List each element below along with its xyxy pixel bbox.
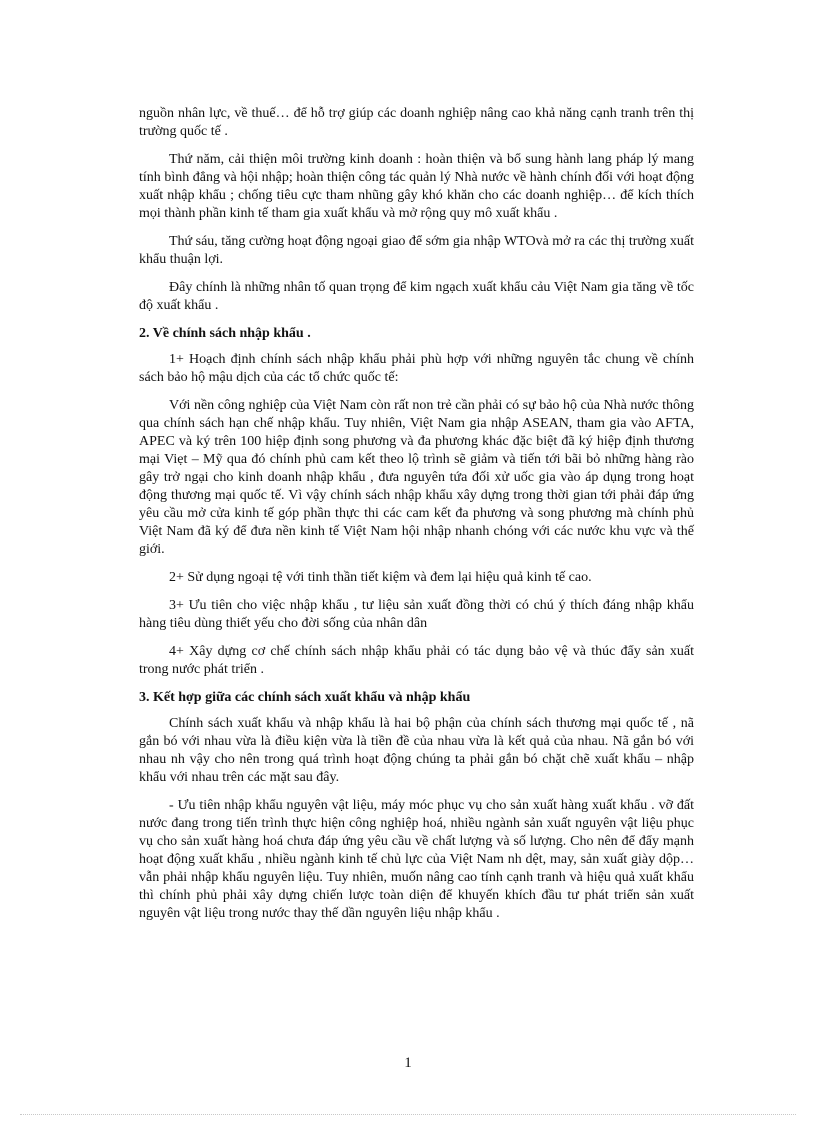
- paragraph-2: Thứ năm, cải thiện môi trường kinh doanh : hoàn thiện và bổ sung hành lang pháp lý mang tính bình đẳng và hội nhập; hoàn thiện công tác quản lý Nhà nước về hành chính đối với hoạt động xuất nhập khẩu ; chống tiêu cực tham nhũng gây khó khăn cho các doanh nghiệp… để kích thích mọi thành phần kinh tế tham gia xuất khẩu và mở rộng quy mô xuất khẩu .: [139, 152, 694, 221]
- paragraph-8: 3+ Ưu tiên cho việc nhập khẩu , tư liệu sản xuất đồng thời có chú ý thích đáng nhập khẩu hàng tiêu dùng thiết yếu cho đời sống của nhân dân: [139, 598, 694, 631]
- paragraph-9: 4+ Xây dựng cơ chế chính sách nhập khẩu phải có tác dụng bảo vệ và thúc đẩy sản xuất trong nước phát triển .: [139, 644, 694, 677]
- paragraph-10: Chính sách xuất khẩu và nhập khẩu là hai bộ phận của chính sách thương mại quốc tế , nã gắn bó với nhau vừa là điều kiện vừa là tiền đề của nhau vừa là kết quả của nhau. Nã gắn bó với nhau nh vậy cho nên trong quá trình hoạt động chúng ta phải gắn bó chặt chẽ xuất khẩu – nhập khẩu với nhau trên các mặt sau đây.: [139, 716, 694, 785]
- paragraph-4: Đây chính là những nhân tố quan trọng để kim ngạch xuất khẩu cảu Việt Nam gia tăng về tốc độ xuất khẩu .: [139, 280, 694, 313]
- section-heading-import-policy: 2. Về chính sách nhập khẩu .: [139, 326, 311, 341]
- page-number: 1: [404, 1055, 412, 1071]
- document-body: [139, 105, 694, 933]
- paragraph-5: 1+ Hoạch định chính sách nhập khẩu phải phù hợp với những nguyên tắc chung về chính sách bảo hộ mậu dịch của các tổ chức quốc tế:: [139, 352, 694, 385]
- paragraph-11: - Ưu tiên nhập khẩu nguyên vật liệu, máy móc phục vụ cho sản xuất hàng xuất khẩu . vỡ đất nước đang trong tiến trình thực hiện công nghiệp hoá, nhiều ngành sản xuất nguyên vật liệu phục vụ cho sản xuất hàng hoá chưa đáp ứng yêu cầu về chất lượng và số lượng. Cho nên để đẩy mạnh hoạt động xuất khẩu , nhiều ngành kinh tế chủ lực của Việt Nam nh dệt, may, sản xuất giày dộp…vẫn phải nhập khẩu nguyên liệu. Tuy nhiên, muốn nâng cao tính cạnh tranh và hiệu quả xuất khẩu thì chính phủ phải xây dựng chiến lược toàn diện để khuyến khích đầu tư phát triển sản xuất nguyên vật liệu trong nước thay thế dần nguyên liệu nhập khẩu .: [139, 798, 694, 921]
- paragraph-6: Với nền công nghiệp của Việt Nam còn rất non trẻ cần phải có sự bảo hộ của Nhà nước thông qua chính sách hạn chế nhập khẩu. Tuy nhiên, Việt Nam gia nhập ASEAN, tham gia vào AFTA, APEC và ký trên 100 hiệp định song phương và đa phương khác đặc biệt đã ký hiệp định thương mại Viẹt – Mỹ qua đó chính phủ cam kết theo lộ trình sẽ giảm và tiến tới bãi bỏ những hàng rào gây trở ngại cho kinh doanh nhập khẩu , đưa nguyên tứa đối xử uốc gia vào áp dụng trong hoạt động thương mại quốc tế. Vì vậy chính sách nhập khẩu xây dựng trong thời gian tới phải đáp ứng yêu cầu mở cửa kinh tế góp phần thực thi các cam kết đa phương và song phương mà chính phủ Việt Nam đã ký để đưa nền kinh tế Việt Nam hội nhập nhanh chóng với các nước khu vực và thế giới.: [139, 398, 694, 557]
- paragraph-1: nguồn nhân lực, về thuế… để hỗ trợ giúp các doanh nghiệp nâng cao khả năng cạnh tranh trên thị trường quốc tế .: [139, 106, 694, 139]
- paragraph-3: Thứ sáu, tăng cường hoạt động ngoại giao để sớm gia nhập WTOvà mở ra các thị trường xuất khẩu thuận lợi.: [139, 234, 695, 267]
- page-edge-divider: [20, 1114, 796, 1115]
- paragraph-7: 2+ Sử dụng ngoại tệ với tinh thần tiết kiệm và đem lại hiệu quả kinh tế cao.: [169, 570, 592, 585]
- section-heading-combined-policy: 3. Kết hợp giữa các chính sách xuất khẩu và nhập khẩu: [139, 690, 471, 705]
